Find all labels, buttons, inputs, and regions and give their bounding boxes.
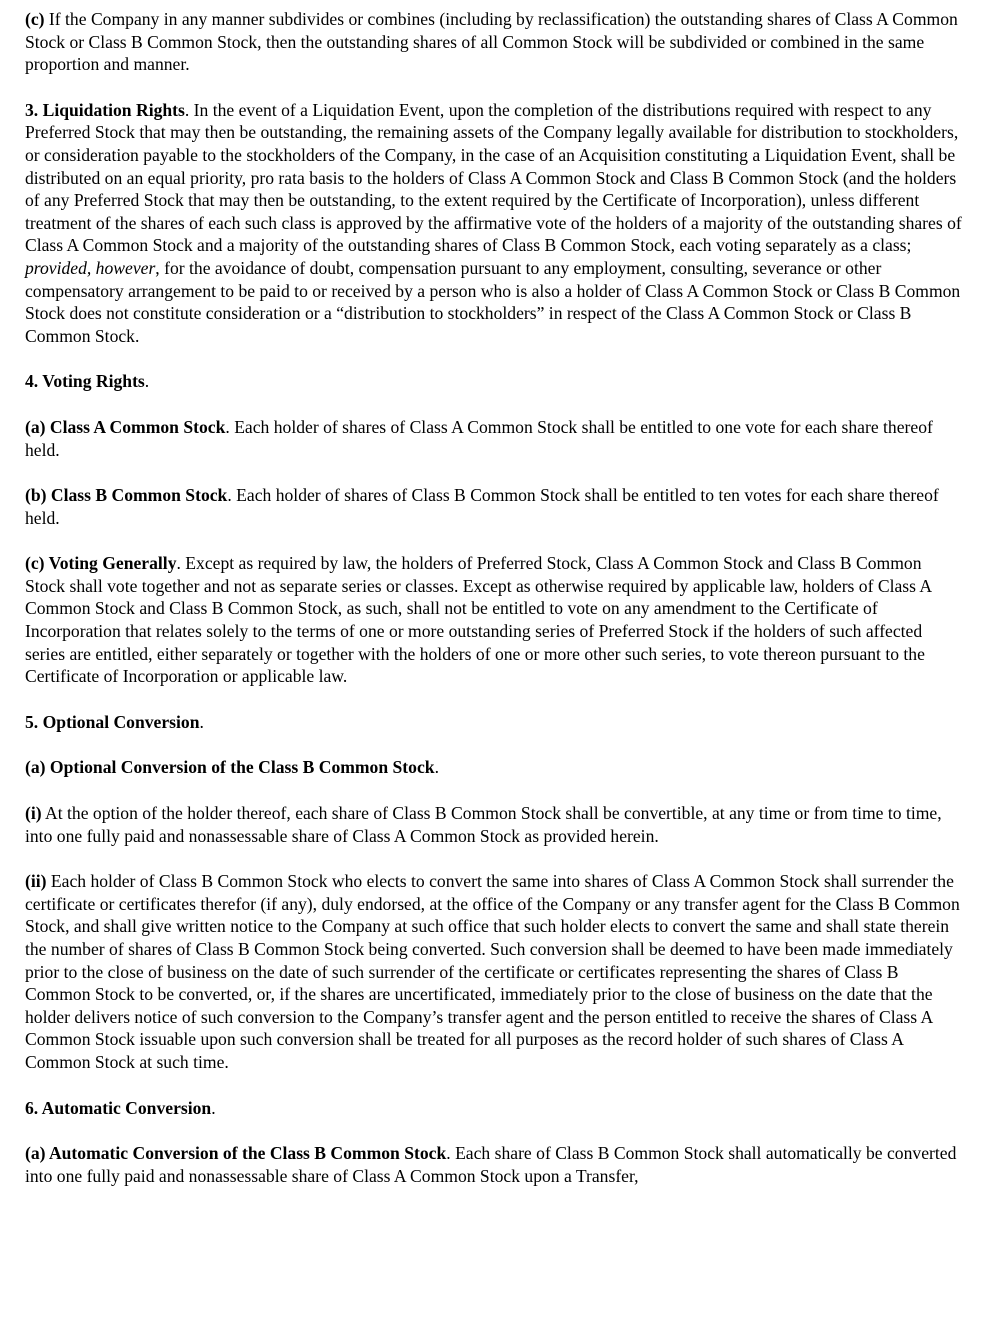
subsection-text: . Each holder of shares of Class B Common Stock shall be entitled to ten votes for each share thereof held. (25, 485, 939, 528)
clause-label: (ii) (25, 871, 47, 892)
clause-text: At the option of the holder thereof, each share of Class B Common Stock shall be convertible, at any time or from time to time, into one fully paid and nonassessable share of Class A Common Stock as provided herein. (25, 803, 942, 846)
paragraph-text: If the Company in any manner subdivides or combines (including by reclassification) the outstanding shares of Class A Common Stock or Class B Common Stock, then the outstanding shares of all Common Stock will be subdivided or combined in the same proportion and manner. (25, 9, 958, 75)
clause-conversion-option (25, 802, 965, 847)
subsection-heading: (a) Automatic Conversion of the Class B Common Stock (25, 1143, 447, 1164)
paragraph-label: (c) (25, 9, 45, 29)
clause-label: (i) (25, 803, 42, 824)
subsection-voting-generally (25, 552, 965, 688)
section-heading: 6. Automatic Conversion (25, 1097, 212, 1118)
subsection-class-b-voting (25, 484, 965, 529)
section-heading: 4. Voting Rights (25, 371, 145, 392)
subsection-heading: (c) Voting Generally (25, 553, 177, 574)
section-text: . (144, 371, 150, 392)
section-liquidation-rights (25, 99, 965, 348)
section-text-italic: provided, however (25, 257, 156, 278)
subsection-heading: (a) Optional Conversion of the Class B Common Stock (25, 757, 435, 778)
subsection-class-a-voting (25, 416, 965, 461)
section-text: . (211, 1097, 216, 1118)
subsection-automatic-conversion-class-b (25, 1142, 965, 1187)
subsection-heading: (a) Class A Common Stock (25, 416, 226, 437)
subsection-text: . Each holder of shares of Class A Common Stock shall be entitled to one vote for each share thereof held. (25, 416, 933, 460)
section-text: , for the avoidance of doubt, compensation pursuant to any employment, consulting, severance or other compensatory arrangement to be paid to or received by a person who is also a holder of Class A Common Stock or Class B Common Stock does not constitute consideration or a “distribution to stockholders” in respect of the Class A Common Stock or Class B Common Stock. (25, 257, 961, 346)
section-text: . In the event of a Liquidation Event, upon the completion of the distributions required with respect to any Preferred Stock that may then be outstanding, the remaining assets of the Company legally available for distribution to stockholders, or consideration payable to the stockholders of the Company, in the case of an Acquisition constituting a Liquidation Event, shall be distributed on an equal priority, pro rata basis to the holders of Class A Common Stock and Class B Common Stock (and the holders of any Preferred Stock that may then be outstanding, to the extent required by the Certificate of Incorporation), unless different treatment of the shares of each such class is approved by the affirmative vote of the holders of a majority of the outstanding shares of Class A Common Stock and a majority of the outstanding shares of Class B Common Stock, each voting separately as a class; (25, 99, 962, 256)
document-page (25, 8, 965, 1210)
subsection-text: . Each share of Class B Common Stock shall automatically be converted into one fully paid and nonassessable share of Class A Common Stock upon a Transfer, (25, 1143, 957, 1186)
section-voting-rights (25, 370, 965, 393)
paragraph-subdivision-combination (25, 8, 965, 76)
subsection-heading: (b) Class B Common Stock (25, 485, 228, 506)
clause-conversion-procedure (25, 870, 965, 1073)
clause-text: Each holder of Class B Common Stock who elects to convert the same into shares of Class A Common Stock shall surrender the certificate or certificates therefor (if any), duly endorsed, at the office of the Company or any transfer agent for the Class B Common Stock, and shall give written notice to the Company at such office that such holder elects to convert the same and shall state therein the number of shares of Class B Common Stock being converted. Such conversion shall be deemed to have been made immediately prior to the close of business on the date of such surrender of the certificate or certificates representing the shares of Class B Common Stock to be converted, or, if the shares are uncertificated, immediately prior to the close of business on the date that the holder delivers notice of such conversion to the Company’s transfer agent and the person entitled to receive the shares of Class A Common Stock issuable upon such conversion shall be treated for all purposes as the record holder of such shares of Class A Common Stock at such time. (25, 871, 960, 1072)
section-heading: 5. Optional Conversion (25, 711, 200, 732)
section-heading: 3. Liquidation Rights (25, 99, 185, 120)
section-optional-conversion (25, 711, 965, 734)
subsection-text: . Except as required by law, the holders of Preferred Stock, Class A Common Stock and Class B Common Stock shall vote together and not as separate series or classes. Except as otherwise required by applicable law, holders of Class A Common Stock and Class B Common Stock, as such, shall not be entitled to vote on any amendment to the Certificate of Incorporation that relates solely to the terms of one or more outstanding series of Preferred Stock if the holders of such affected series are entitled, either separately or together with the holders of one or more other such series, to vote thereon pursuant to the Certificate of Incorporation or applicable law. (25, 553, 932, 687)
subsection-text: . (434, 757, 439, 778)
section-text: . (199, 711, 204, 732)
subsection-optional-conversion-class-b (25, 756, 965, 779)
section-automatic-conversion (25, 1097, 965, 1120)
